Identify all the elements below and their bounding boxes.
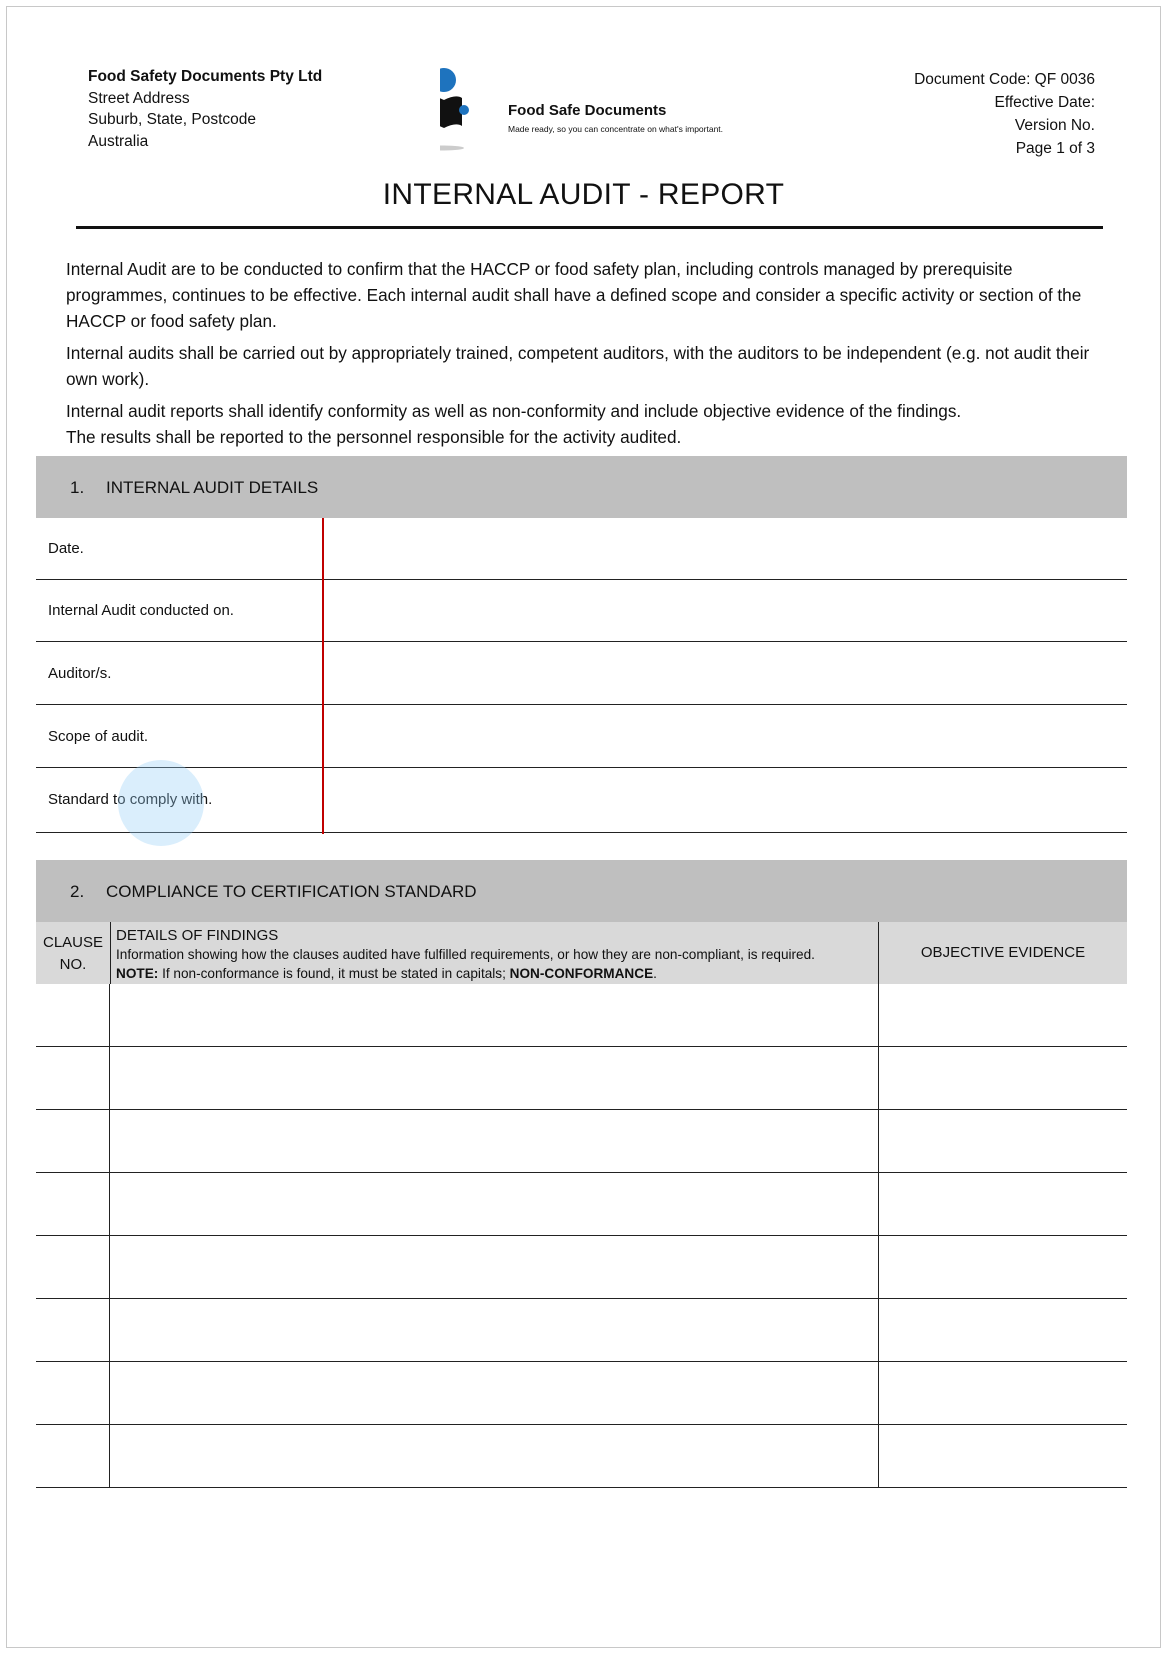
clause-cell[interactable] — [36, 1362, 110, 1424]
version-number: Version No. — [1014, 117, 1095, 134]
date-field[interactable] — [324, 518, 1127, 579]
section-2-title: COMPLIANCE TO CERTIFICATION STANDARD — [106, 882, 477, 901]
evidence-cell[interactable] — [879, 1047, 1127, 1109]
table-row — [36, 1236, 1127, 1299]
clause-cell[interactable] — [36, 1236, 110, 1298]
detail-label-date: Date. — [48, 540, 84, 557]
detail-row-conducted-on — [36, 580, 1127, 642]
company-country: Australia — [88, 132, 149, 150]
table-row — [36, 1362, 1127, 1425]
note-text: If non-conformance is found, it must be stated in capitals; — [158, 966, 510, 981]
conducted-on-field[interactable] — [324, 580, 1127, 641]
table-row — [36, 1299, 1127, 1362]
red-column-divider — [322, 518, 324, 834]
standard-field[interactable] — [324, 769, 1127, 830]
intro-text — [66, 256, 1116, 456]
person-reading-book-icon — [440, 68, 500, 158]
detail-row-date — [36, 518, 1127, 580]
auditors-field[interactable] — [324, 643, 1127, 704]
table-row — [36, 984, 1127, 1047]
company-logo — [440, 68, 740, 164]
document-code: Document Code: QF 0036 — [914, 71, 1095, 88]
detail-label-scope: Scope of audit. — [48, 728, 149, 745]
section-1-title: INTERNAL AUDIT DETAILS — [106, 478, 319, 497]
page-number: Page 1 of 3 — [1015, 140, 1095, 157]
detail-label-auditors: Auditor/s. — [48, 665, 112, 682]
evidence-cell[interactable] — [879, 1425, 1127, 1487]
document-meta — [914, 68, 1095, 160]
evidence-cell[interactable] — [879, 984, 1127, 1046]
intro-paragraph-1: Internal Audit are to be conducted to confirm that the HACCP or food safety plan, including controls managed by prerequisite programmes, continues to be effective. Each internal audit shall have a defined scope and consider a specific activity or section of the HACCP or food safety plan. — [66, 259, 1082, 331]
compliance-table-header — [36, 922, 1127, 984]
clause-cell[interactable] — [36, 1299, 110, 1361]
company-name: Food Safety Documents Pty Ltd — [88, 68, 323, 85]
note-emphasis: NON-CONFORMANCE — [509, 966, 654, 981]
intro-paragraph-3: Internal audit reports shall identify conformity as well as non-conformity and include objective evidence of the findings. — [66, 401, 962, 421]
clause-header-line-1: CLAUSE — [42, 934, 104, 951]
company-suburb: Suburb, State, Postcode — [88, 111, 257, 128]
clause-cell[interactable] — [36, 1173, 110, 1235]
column-details-of-findings — [116, 926, 882, 983]
evidence-cell[interactable] — [879, 1299, 1127, 1361]
evidence-cell[interactable] — [879, 1362, 1127, 1424]
details-header-title: DETAILS OF FINDINGS — [116, 927, 279, 944]
detail-label-standard: Standard to comply with. — [48, 791, 213, 808]
table-row — [36, 1047, 1127, 1110]
details-header-note — [116, 964, 882, 983]
evidence-cell[interactable] — [879, 1173, 1127, 1235]
detail-row-standard — [36, 769, 1127, 833]
findings-cell[interactable] — [110, 1110, 879, 1172]
detail-row-auditors — [36, 643, 1127, 705]
section-1-number: 1. — [70, 478, 85, 497]
findings-cell[interactable] — [110, 1299, 879, 1361]
findings-cell[interactable] — [110, 1047, 879, 1109]
evidence-cell[interactable] — [879, 1236, 1127, 1298]
effective-date: Effective Date: — [994, 94, 1095, 111]
clause-cell[interactable] — [36, 1425, 110, 1487]
clause-cell[interactable] — [36, 1047, 110, 1109]
logo-brand: Food Safe Documents — [508, 102, 667, 119]
column-objective-evidence: OBJECTIVE EVIDENCE — [920, 944, 1086, 961]
section-2-number: 2. — [70, 882, 85, 901]
table-row — [36, 1173, 1127, 1236]
clause-cell[interactable] — [36, 1110, 110, 1172]
findings-cell[interactable] — [110, 1425, 879, 1487]
table-row — [36, 1425, 1127, 1488]
findings-cell[interactable] — [110, 1362, 879, 1424]
section-2-header — [36, 860, 1127, 922]
detail-row-scope — [36, 706, 1127, 768]
findings-cell[interactable] — [110, 1173, 879, 1235]
clause-cell[interactable] — [36, 984, 110, 1046]
column-clause-no — [36, 932, 110, 976]
clause-header-line-2: NO. — [59, 956, 87, 973]
details-header-description: Information showing how the clauses audited have fulfilled requirements, or how they are non-compliant, is required. — [116, 947, 815, 962]
findings-cell[interactable] — [110, 984, 879, 1046]
intro-paragraph-2: Internal audits shall be carried out by appropriately trained, competent auditors, with the auditors to be independent (e.g. not audit their own work). — [66, 343, 1090, 389]
logo-tagline: Made ready, so you can concentrate on what's important. — [508, 124, 724, 134]
findings-cell[interactable] — [110, 1236, 879, 1298]
evidence-cell[interactable] — [879, 1110, 1127, 1172]
scope-field[interactable] — [324, 706, 1127, 767]
intro-paragraph-4: The results shall be reported to the personnel responsible for the activity audited. — [66, 427, 682, 447]
column-divider — [110, 922, 111, 984]
company-address-block — [88, 66, 322, 152]
note-end: . — [653, 966, 657, 981]
page-title: INTERNAL AUDIT - REPORT — [382, 178, 785, 211]
table-row — [36, 1110, 1127, 1173]
detail-label-conducted-on: Internal Audit conducted on. — [48, 602, 234, 619]
title-rule — [76, 226, 1103, 229]
company-street: Street Address — [88, 89, 190, 107]
section-1-header — [36, 456, 1127, 518]
note-label: NOTE: — [116, 966, 159, 981]
